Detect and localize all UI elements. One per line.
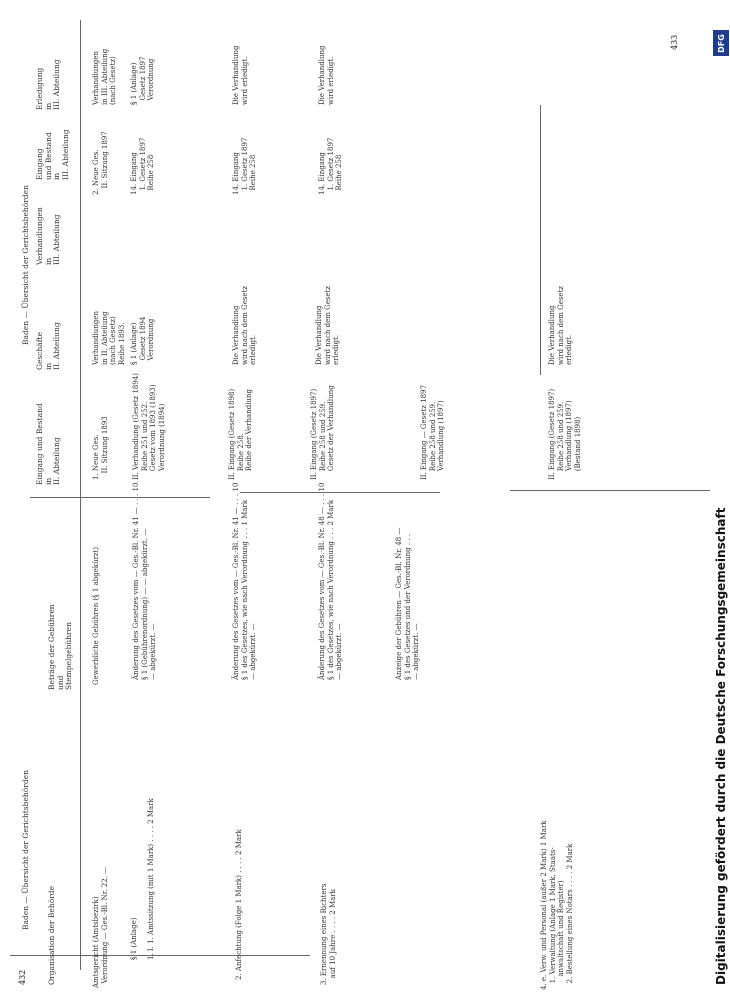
right-col5-entry: Verhandlungen in III. Abteilung (nach Gesetz) [92,48,118,105]
right-page-title: Baden — Übersicht der Gerichtsbehörden [21,185,30,345]
right-col4-header: Eingang und Bestand in III. Abteilung [35,129,70,180]
left-col2-entry: Änderung des Gesetzes vom — Ges.-Bl. Nr. 41 — . . . 10 § 1 (Gebührenordnung) — — abgekürzt. — — abgekürzt. — [132,482,158,680]
right-col1-entry: II. Eingang — Gesetz 1897 Reihe 258 und 259. Verhandlung (1897) [420,385,446,480]
right-col5-header: Erledigung in III. Abteilung [35,59,62,110]
right-col1-entry: II. Eingang (Gesetz 1898) Reihe 258. Reihe der Verhandlung [228,388,254,480]
left-col1-entry: 3. Ernennung eines Richters auf 10 Jahre . . . . 2 Mark [320,883,337,985]
left-col2-entry: Änderung des Gesetzes vom — Ges.-Bl. Nr. 41 — . . . 10 § 1 des Gesetzes, wie nach Verordnung . . . 1 Mark — abgekürzt. — [232,482,258,680]
table-rule [30,497,210,498]
left-col1-entry: 4. e. Verw. und Personal (außer 2 Mark) 1 Mark 1. Verwaltung (Anlage 1 Mark, Staats- anwaltschaft und Register) 2. Bestellung eines Notars . . . . 2 Mark [540,820,574,990]
right-col2-entry: Die Verhandlung wird nach dem Gesetz erledigt. [315,285,341,365]
digitization-notice: Digitalisierung gefördert durch die Deutsche Forschungsgemeinschaft [714,507,728,985]
right-col2-entry: Die Verhandlung wird nach dem Gesetz erledigt. [232,285,258,365]
right-col5-entry: Die Verhandlung wird erledigt. [232,45,249,105]
left-col1-header: Organisation der Behörde [47,885,56,985]
left-col2-entry: Gewerbliche Gebühren (§ 1 abgekürzt) [92,546,100,685]
dfg-logo: DFG [713,30,729,56]
right-col5-entry: Die Verhandlung wird erledigt. [318,45,335,105]
right-col4-entry: 2. Neue Ges. II. Sitzung 1897 [92,131,109,195]
left-page-title: Baden — Übersicht der Gerichtsbehörden [21,770,30,930]
right-col2-entry: Verhandlungen in II. Abteilung (nach Gesetz) Reihe 1893. [92,311,126,365]
left-col2-entry: Anzeige der Gebühren — Ges.-Bl. Nr. 48 — § 1 des Gesetzes und der Verordnung . . . — abgekürzt. — [395,527,421,680]
left-col2-entry: Änderung des Gesetzes vom — Ges.-Bl. Nr. 48 — . . . 10 § 1 des Gesetzes, wie nach Verordnung . . . 2 Mark — abgekürzt. — [318,482,344,680]
right-col3-header: Verhandlungen in III. Abteilung [35,207,62,265]
left-col1-entry: 2. Anfechtung (Folge 1 Mark) . . . . 2 Mark [235,829,243,980]
table-rule [80,20,81,970]
page-number-left: 432 [18,969,27,985]
page-number-right: 433 [670,34,679,50]
right-col4-entry: 14. Eingang 1. Gesetz 1897 Reihe 258 [130,137,156,195]
right-col2-entry: Die Verhandlung wird nach dem Gesetz erledigt. [548,285,574,365]
right-col5-entry: § 1 (Anlage) Gesetz 1897 Verordnung [130,56,156,105]
right-col4-entry: 14. Eingang 1. Gesetz 1897 Reihe 258 [318,137,344,195]
left-col1-entry: Amtsgericht (Amtsbezirk) Verordnung — Ges.-Bl. Nr. 22. — [92,866,109,988]
right-col1-entry: 1. Neue Ges. II. Sitzung 1893 [92,416,109,480]
left-col2-header: Beträge der Gebühren und Stempelgebühren [47,604,74,690]
right-col2-entry: § 1 (Anlage) Gesetz 1894 Verordnung [130,316,156,365]
table-rule [540,105,541,375]
right-col1-entry: II. Eingang (Gesetz 1897) Reihe 258 und 259. Verhandlung (1897) (Bestand 1898) [548,388,582,480]
right-col4-entry: 14. Eingang 1. Gesetz 1897 Reihe 258 [232,137,258,195]
left-col1-entry: § 1 (Anlage) 1. I. 1. Amtssitzung (mit 1 Mark) . . . . 2 Mark [130,798,156,960]
table-rule [510,490,710,491]
right-col1-entry: II. Verhandlung (Gesetz 1894) Reihe 251 und 252. Gesetz vom 1893 (1893) Verordnung (1894) [132,373,166,480]
right-col1-header: Eingang und Bestand in II. Abteilung [35,403,62,485]
right-col2-header: Geschäfte in II. Abteilung [35,322,62,370]
right-col1-entry: II. Eingang (Gesetz 1897) Reihe 258 und 259. Gesetz der Verhandlung [310,385,336,480]
